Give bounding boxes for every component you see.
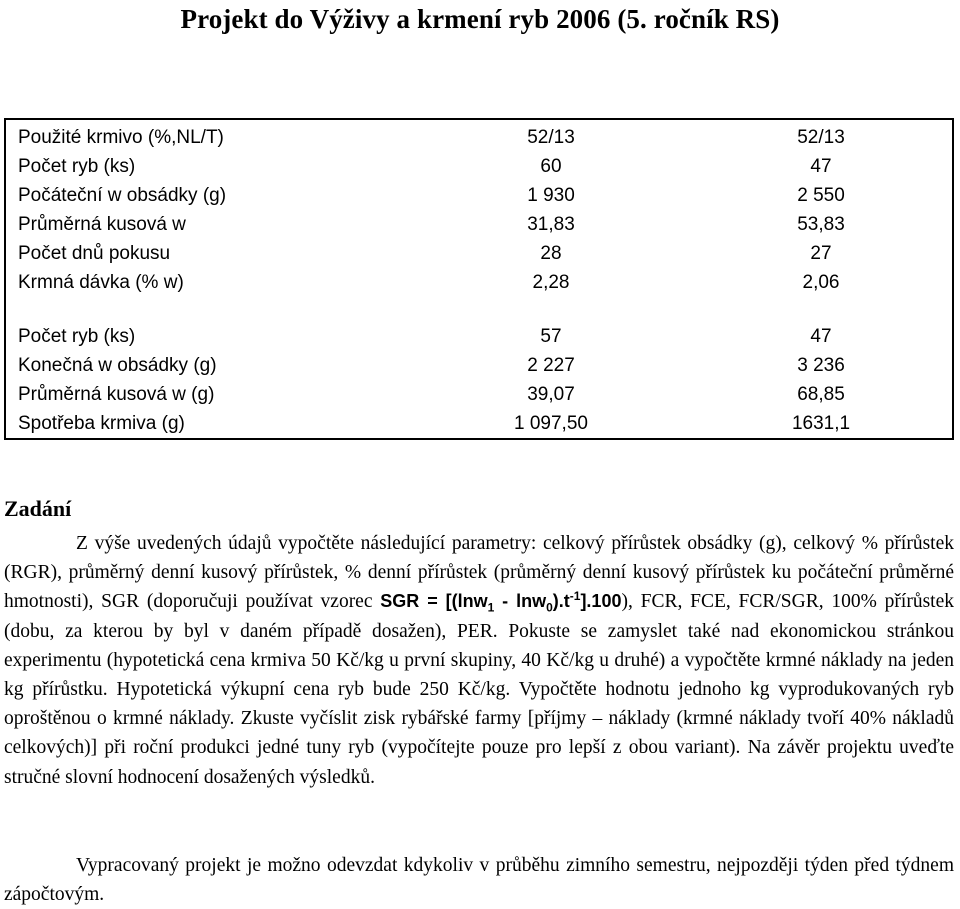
- value-variant-1: 52/13: [527, 127, 575, 148]
- table-row: [6, 381, 952, 409]
- value-variant-1: 2 227: [527, 355, 575, 376]
- row-label: Konečná w obsádky (g): [18, 355, 217, 376]
- data-table: [4, 118, 954, 440]
- row-label: Krmná dávka (% w): [18, 272, 184, 293]
- row-label: Spotřeba krmiva (g): [18, 413, 185, 434]
- paragraph-text: ), FCR, FCE, FCR/SGR, 100% přírůstek (dobu, za kterou by byl v daném případě dosažen), PER. Pokuste se zamyslet také nad ekonomickou stránkou experimentu (hypotetická cena krmiva 50 Kč/kg u první skupiny, 40 Kč/kg u druhé) a vypočtěte krmné náklady na jeden kg přírůstku. Hypotetická výkupní cena ryb bude 250 Kč/kg. Vypočtěte hodnotu jednoho kg vyprodukovaných ryb oproštěnou o krmné náklady. Zkuste vyčíslit zisk rybářské farmy [příjmy – náklady (krmné náklady tvoří 40% nákladů celkových)] při roční produkci jedné tuny ryb (vypočítejte pouze pro lepší z obou variant). Na závěr projektu uveďte stručné slovní hodnocení dosažených výsledků.: [4, 591, 954, 788]
- table-row: [6, 153, 952, 181]
- value-variant-1: 1 930: [527, 185, 575, 206]
- value-variant-2: 1631,1: [791, 413, 851, 434]
- value-variant-2: 27: [810, 243, 832, 264]
- sgr-formula: SGR = $[(\ln w_1 - \ln w_0).t^{-1}].100$: [380, 589, 622, 615]
- value-variant-2: 47: [810, 326, 832, 347]
- row-label: Počet ryb (ks): [18, 326, 136, 347]
- value-variant-2: 2,06: [802, 272, 840, 293]
- value-variant-1: 57: [540, 326, 562, 347]
- row-label: Počet dnů pokusu: [18, 243, 171, 264]
- table-row: [6, 211, 952, 239]
- table-row: [6, 269, 952, 297]
- table-row: [6, 240, 952, 268]
- value-variant-2: 68,85: [797, 384, 845, 405]
- table-row: [6, 352, 952, 380]
- value-variant-1: 60: [540, 156, 562, 177]
- value-variant-1: 1 097,50: [514, 413, 588, 434]
- value-variant-1: 31,83: [527, 214, 575, 235]
- page-title: Projekt do Výživy a krmení ryb 2006 (5. ročník RS): [180, 4, 780, 34]
- row-label: Průměrná kusová w: [18, 214, 186, 235]
- row-label: Použité krmivo (%,NL/T): [18, 127, 224, 148]
- assignment-paragraph: [4, 529, 954, 792]
- row-label: Počáteční w obsádky (g): [18, 185, 227, 206]
- value-variant-2: 47: [810, 156, 832, 177]
- table-row: [6, 410, 952, 438]
- value-variant-1: 2,28: [532, 272, 570, 293]
- section-heading: Zadání: [4, 496, 72, 521]
- value-variant-2: 52/13: [797, 127, 845, 148]
- table-row: [6, 323, 952, 351]
- table-row: [6, 182, 952, 210]
- value-variant-2: 3 236: [797, 355, 845, 376]
- row-label: Průměrná kusová w (g): [18, 384, 215, 405]
- value-variant-1: 39,07: [527, 384, 575, 405]
- value-variant-2: 53,83: [797, 214, 845, 235]
- row-label: Počet ryb (ks): [18, 156, 136, 177]
- table-row: [6, 124, 952, 152]
- value-variant-1: 28: [540, 243, 562, 264]
- value-variant-2: 2 550: [797, 185, 845, 206]
- paragraph-text: Z výše uvedených údajů vypočtěte následující parametry: celkový přírůstek obsádky (g), celkový % přírůstek (RGR), průměrný denní kusový přírůstek, % denní přírůstek (průměrný denní kusový přírůstek ku počáteční průměrné hmotnosti), SGR (doporučuji používat vzorec: [4, 533, 954, 613]
- submission-paragraph: Vypracovaný projekt je možno odevzdat kdykoliv v průběhu zimního semestru, nejpozději týden před týdnem zápočtovým.: [4, 855, 954, 906]
